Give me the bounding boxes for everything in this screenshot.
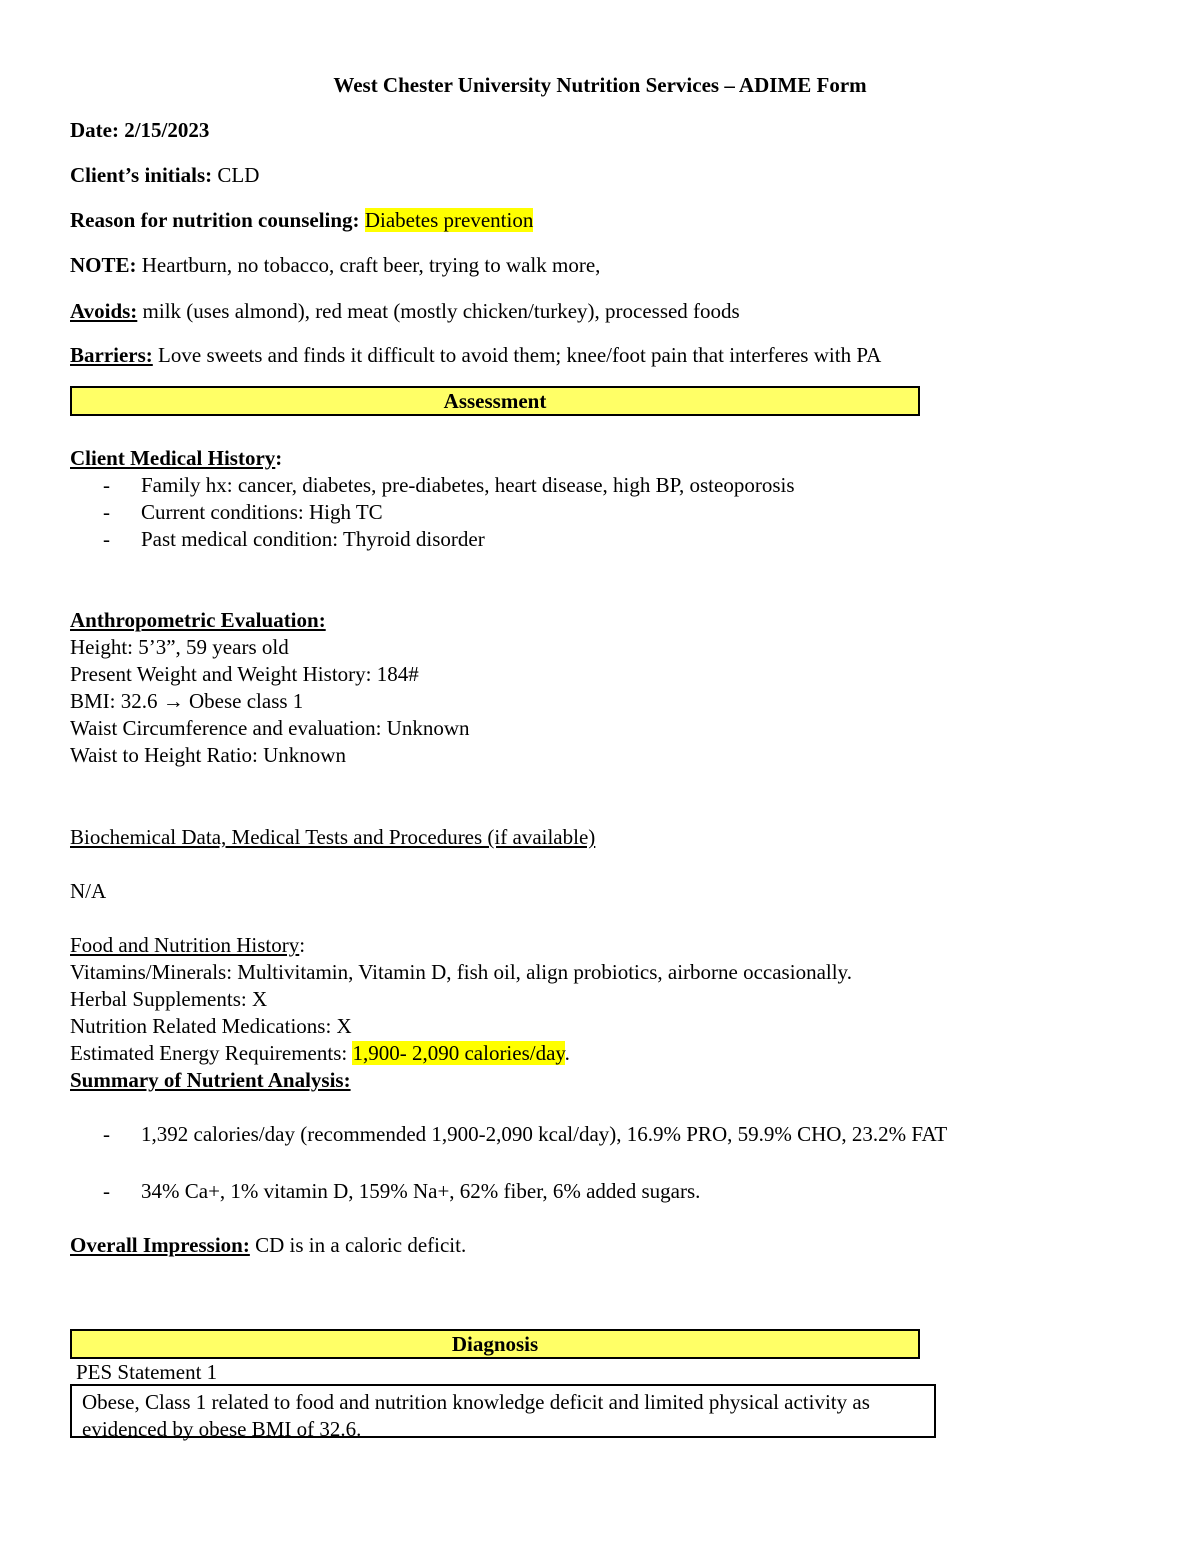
medical-history-heading-text: Client Medical History bbox=[70, 446, 276, 470]
note-value: Heartburn, no tobacco, craft beer, trying to walk more, bbox=[136, 253, 601, 277]
nutrient-summary-heading: Summary of Nutrient Analysis: bbox=[70, 1068, 351, 1092]
food-history-heading bbox=[70, 933, 305, 958]
nutrient-summary-item: 34% Ca+, 1% vitamin D, 159% Na+, 62% fiber, 6% added sugars. bbox=[141, 1179, 701, 1203]
bullet-dash: - bbox=[103, 1122, 110, 1146]
impression-value: CD is in a caloric deficit. bbox=[249, 1233, 467, 1257]
client-initials-line bbox=[70, 163, 259, 188]
form-title: West Chester University Nutrition Services – ADIME Form bbox=[333, 73, 867, 97]
reason-label: Reason for nutrition counseling: bbox=[70, 208, 360, 232]
biochemical-heading: Biochemical Data, Medical Tests and Procedures (if available) bbox=[70, 825, 596, 849]
food-history-heading-text: Food and Nutrition History bbox=[70, 933, 300, 957]
energy-value: 1,900- 2,090 calories/day bbox=[352, 1041, 565, 1065]
date-line: Date: 2/15/2023 bbox=[70, 118, 210, 142]
impression-line bbox=[70, 1233, 466, 1258]
food-history-heading-colon: : bbox=[299, 933, 306, 957]
note-line bbox=[70, 253, 600, 278]
weight-line: Present Weight and Weight History: 184# bbox=[70, 662, 419, 686]
anthropometric-heading: Anthropometric Evaluation: bbox=[70, 608, 326, 632]
bullet-dash: - bbox=[103, 473, 110, 497]
barriers-line bbox=[70, 343, 881, 368]
assessment-section-header: Assessment bbox=[70, 386, 920, 416]
energy-line bbox=[70, 1041, 570, 1066]
energy-label: Estimated Energy Requirements: bbox=[70, 1041, 353, 1065]
note-label: NOTE: bbox=[70, 253, 137, 277]
reason-value: Diabetes prevention bbox=[364, 208, 534, 232]
impression-label: Overall Impression: bbox=[70, 1233, 250, 1257]
avoids-line bbox=[70, 299, 740, 324]
medical-history-item: Family hx: cancer, diabetes, pre-diabetes, heart disease, high BP, osteoporosis bbox=[141, 473, 795, 497]
herbal-line: Herbal Supplements: X bbox=[70, 987, 268, 1011]
avoids-label: Avoids: bbox=[70, 299, 138, 323]
medical-history-heading bbox=[70, 446, 282, 471]
waist-height-line: Waist to Height Ratio: Unknown bbox=[70, 743, 346, 767]
bmi-line: BMI: 32.6 → Obese class 1 bbox=[70, 689, 304, 713]
bullet-dash: - bbox=[103, 500, 110, 524]
client-initials-value: CLD bbox=[212, 163, 260, 187]
diagnosis-section-header: Diagnosis bbox=[70, 1329, 920, 1359]
waist-line: Waist Circumference and evaluation: Unknown bbox=[70, 716, 470, 740]
medications-line: Nutrition Related Medications: X bbox=[70, 1014, 352, 1038]
medical-history-heading-colon: : bbox=[275, 446, 283, 470]
bullet-dash: - bbox=[103, 527, 110, 551]
height-line: Height: 5’3”, 59 years old bbox=[70, 635, 289, 659]
barriers-label: Barriers: bbox=[70, 343, 153, 367]
barriers-value: Love sweets and finds it difficult to avoid them; knee/foot pain that interferes with PA bbox=[152, 343, 882, 367]
medical-history-item: Current conditions: High TC bbox=[141, 500, 383, 524]
avoids-value: milk (uses almond), red meat (mostly chicken/turkey), processed foods bbox=[137, 299, 740, 323]
client-initials-label: Client’s initials: bbox=[70, 163, 213, 187]
bullet-dash: - bbox=[103, 1179, 110, 1203]
pes-statement-box: Obese, Class 1 related to food and nutrition knowledge deficit and limited physical activity as evidenced by obese BMI of 32.6. bbox=[70, 1384, 936, 1438]
medical-history-item: Past medical condition: Thyroid disorder bbox=[141, 527, 485, 551]
vitamins-line: Vitamins/Minerals: Multivitamin, Vitamin D, fish oil, align probiotics, airborne occasionally. bbox=[70, 960, 852, 984]
biochemical-value: N/A bbox=[70, 879, 107, 903]
energy-end: . bbox=[564, 1041, 570, 1065]
nutrient-summary-item: 1,392 calories/day (recommended 1,900-2,090 kcal/day), 16.9% PRO, 59.9% CHO, 23.2% FAT bbox=[141, 1122, 948, 1146]
pes-label: PES Statement 1 bbox=[76, 1360, 218, 1384]
reason-line bbox=[70, 208, 533, 233]
